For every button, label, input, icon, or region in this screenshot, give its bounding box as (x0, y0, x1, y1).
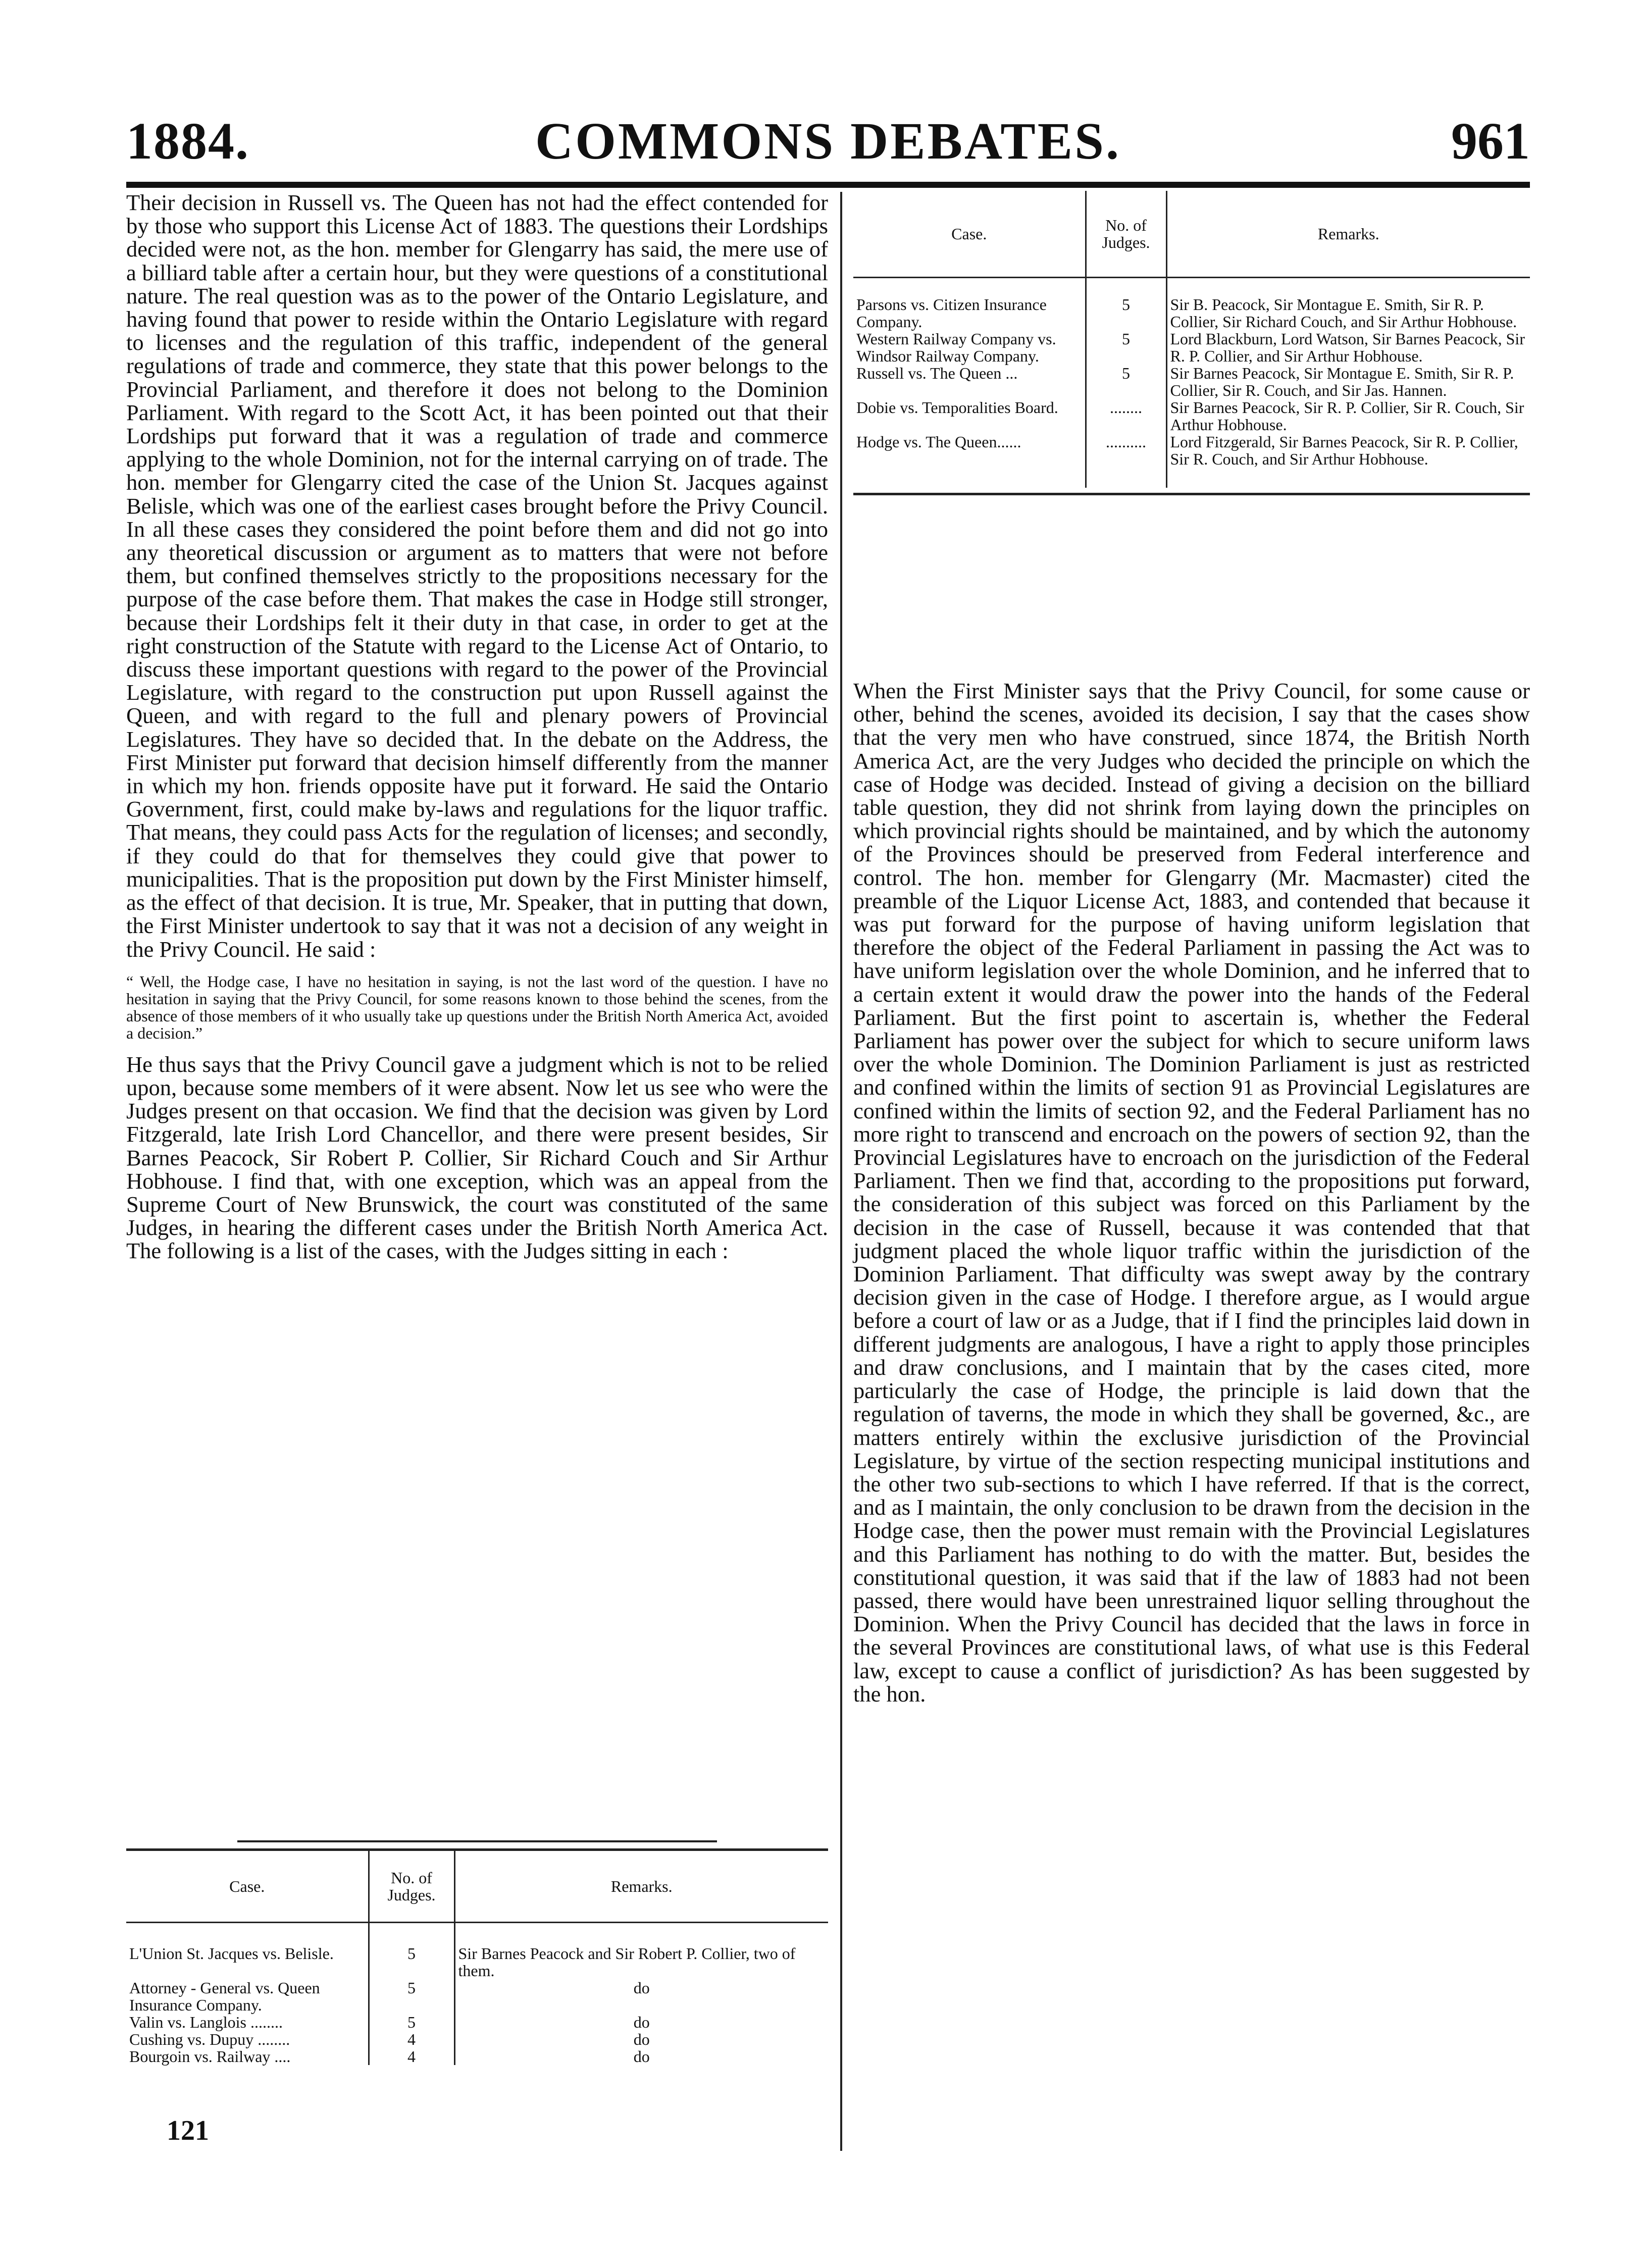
remarks: do (454, 2031, 828, 2048)
table-header-row (853, 191, 1530, 278)
header-rule (126, 182, 1530, 188)
judges-count: 5 (1086, 330, 1166, 365)
table-row (853, 468, 1530, 488)
table-row (126, 1923, 828, 1945)
table-bottom-rule (853, 493, 1530, 495)
table-row (853, 399, 1530, 433)
col-header-remarks: Remarks. (1166, 191, 1530, 278)
page-number: 961 (1451, 112, 1530, 170)
remarks: Sir B. Peacock, Sir Montague E. Smith, Sir R. P. Collier, Sir Richard Couch, and Sir Arthur Hobhouse. (1166, 296, 1530, 330)
table-row (126, 2048, 828, 2065)
case-name: Attorney - General vs. Queen Insurance Company. (129, 1978, 320, 2014)
cases-table-right (853, 191, 1530, 495)
judges-count: ........ (1086, 399, 1166, 433)
remarks: Sir Barnes Peacock, Sir R. P. Collier, Sir R. Couch, Sir Arthur Hobhouse. (1166, 399, 1530, 433)
col-header-judges: No. of Judges. (369, 1851, 454, 1923)
case-name: Russell vs. The Queen ... (856, 364, 1018, 382)
signature-number: 121 (167, 2115, 209, 2146)
remarks: Sir Barnes Peacock and Sir Robert P. Collier, two of them. (454, 1945, 828, 1979)
table-row (853, 433, 1530, 468)
cases-table-left (126, 1825, 828, 2065)
remarks: Lord Fitzgerald, Sir Barnes Peacock, Sir R. P. Collier, Sir R. Couch, and Sir Arthur Hobhouse. (1166, 433, 1530, 468)
judges-count: 5 (369, 1979, 454, 2014)
remarks: do (454, 2048, 828, 2065)
right-column (853, 679, 1530, 1706)
case-name: Cushing vs. Dupuy ........ (129, 2030, 290, 2048)
case-name: L'Union St. Jacques vs. Belisle. (129, 1944, 334, 1963)
case-name: Parsons vs. Citizen Insurance Company. (856, 295, 1047, 331)
table-row (126, 2014, 828, 2031)
block-quote: “ Well, the Hodge case, I have no hesitation in saying, is not the last word of the question. I have no hesitation in saying that the Privy Council, for some reasons known to those behind the scenes, from the absence of those members of it who usually take up questions under the British North America Act, avoided a decision.” (126, 972, 828, 1042)
column-divider (840, 192, 842, 2151)
col-header-judges: No. of Judges. (1086, 191, 1166, 278)
table-row (126, 2031, 828, 2048)
remarks: do (454, 1979, 828, 2014)
judges-count: 5 (1086, 296, 1166, 330)
table-row (853, 330, 1530, 365)
table-row (126, 1979, 828, 2014)
judges-count: 4 (369, 2048, 454, 2065)
header-title: COMMONS DEBATES. (535, 112, 1121, 170)
case-name: Bourgoin vs. Railway .... (129, 2047, 291, 2066)
right-paragraph-1: When the First Minister says that the Privy Council, for some cause or other, behind the scenes, avoided its decision, I say that the cases show that the very men who have construed, since 1874, the British North America Act, are the very Judges who decided the principle on which the case of Hodge was decided. Instead of giving a decision on the billiard table question, they did not shrink from laying down the principles on which provincial rights should be maintained, and by which the autonomy of the Provinces should be preserved from Federal interference and control. The hon. member for Glengarry (Mr. Macmaster) cited the preamble of the Liquor License Act, 1883, and contended that because it was put forward for the purpose of having uniform legislation that therefore the object of the Federal Parliament in passing the Act was to have uniform legislation over the whole Dominion, and he inferred that to a certain extent it would draw the power into the hands of the Federal Parliament. But the first point to ascertain is, whether the Federal Parliament has power over the subject for which to secure uniform laws over the whole Dominion. The Dominion Parliament is just as restricted and confined within the limits of section 91 as Provincial Legislatures are confined within the limits of section 92, and the Federal Parliament has no more right to transcend and encroach on the powers of section 92, than the Provincial Legislatures have to encroach on the jurisdiction of the Federal Parliament. Then we find that, according to the propositions put forward, the consideration of this subject was forced on this Parliament by the decision in the case of Russell, because it was contended that that judgment placed the whole liquor traffic within the jurisdiction of the Dominion Parliament. That difficulty was swept away by the contrary decision given in the case of Hodge. I therefore argue, as I would argue before a court of law or as a Judge, that if I find the principles laid down in different judgments are analogous, I have a right to apply those principles and draw conclusions, and I maintain that by the cases cited, more particularly the case of Hodge, the principle is laid down that the regulation of taverns, the mode in which they shall be governed, &c., are matters entirely within the exclusive jurisdiction of the Provincial Legislature, by virtue of the section respecting municipal institutions and the other two sub-sections to which I have referred. If that is the correct, and as I maintain, the only conclusion to be drawn from the decision in the Hodge case, then the power must remain with the Provincial Legislatures and this Parliament has nothing to do with the matter. But, besides the constitutional question, it was said that if the law of 1883 had not been passed, there would have been unrestrained liquor selling throughout the Dominion. When the Privy Council has decided that the laws in force in the several Provinces are constitutional laws, of what use is this Federal law, except to cause a conflict of jurisdiction? As has been suggested by the hon. (853, 678, 1530, 1707)
judges-count: 5 (369, 1945, 454, 1979)
cases-table-continued (853, 191, 1530, 488)
table-row (853, 278, 1530, 296)
case-name: Hodge vs. The Queen...... (856, 432, 1021, 451)
case-name: Dobie vs. Temporalities Board. (856, 398, 1058, 417)
col-header-case: Case. (951, 225, 987, 243)
judges-count: 4 (369, 2031, 454, 2048)
case-name: Valin vs. Langlois ........ (129, 2013, 283, 2031)
remarks: do (454, 2014, 828, 2031)
table-row (853, 365, 1530, 399)
judges-count: .......... (1086, 433, 1166, 468)
table-row (853, 296, 1530, 330)
col-header-remarks: Remarks. (454, 1851, 828, 1923)
left-paragraph-2: He thus says that the Privy Council gave a judgment which is not to be relied upon, because some members of it were absent. Now let us see who were the Judges present on that occasion. We find that the decision was given by Lord Fitzgerald, late Irish Lord Chancellor, and there were present besides, Sir Barnes Peacock, Sir Robert P. Collier, Sir Richard Couch and Sir Arthur Hobhouse. I find that, with one exception, which was an appeal from the Supreme Court of New Brunswick, the court was constituted of the same Judges, in hearing the different cases under the British North America Act. The following is a list of the cases, with the Judges sitting in each : (126, 1051, 828, 1264)
cases-table (126, 1851, 828, 2065)
remarks: Lord Blackburn, Lord Watson, Sir Barnes Peacock, Sir R. P. Collier, and Sir Arthur Hobhouse. (1166, 330, 1530, 365)
table-separator (237, 1840, 717, 1842)
page-header (126, 111, 1530, 170)
left-column (126, 191, 828, 1263)
table-row (126, 1945, 828, 1979)
judges-count: 5 (369, 2014, 454, 2031)
judges-count: 5 (1086, 365, 1166, 399)
col-header-case: Case. (229, 1877, 265, 1895)
case-name: Western Railway Company vs. Windsor Railway Company. (856, 329, 1056, 365)
table-header-row (126, 1851, 828, 1923)
header-year: 1884. (126, 112, 249, 170)
left-paragraph-1: Their decision in Russell vs. The Queen has not had the effect contended for by those who support this License Act of 1883. The questions their Lordships decided were not, as the hon. member for Glengarry has said, the mere use of a billiard table after a certain hour, but they were questions of a constitutional nature. The real question was as to the power of the Ontario Legislature, and having found that power to reside within the Ontario Legislature with regard to licenses and the regulation of this traffic, independent of the general regulations of trade and commerce, they state that this power belongs to the Provincial Parliament, and therefore it does not belong to the Dominion Parliament. With regard to the Scott Act, it has been pointed out that their Lordships put forward that it was a regulation of trade and commerce applying to the whole Dominion, not for the internal carrying on of trade. The hon. member for Glengarry cited the case of the Union St. Jacques against Belisle, which was one of the earliest cases brought before the Privy Council. In all these cases they considered the point before them and did not go into any theoretical discussion or argument as to matters that were not before them, but confined themselves strictly to the propositions necessary for the purpose of the case before them. That makes the case in Hodge still stronger, because their Lordships felt it their duty in that case, in order to get at the right construction of the Statute with regard to the License Act of Ontario, to discuss these important questions with regard to the power of the Provincial Legislature, with regard to the construction put upon Russell against the Queen, and with regard to the full and plenary powers of Provincial Legislatures. They have so decided that. In the debate on the Address, the First Minister put forward that decision himself differently from the manner in which my hon. friends opposite have put it forward. He said the Ontario Government, first, could make by-laws and regulations for the liquor traffic. That means, they could pass Acts for the regulation of licenses; and secondly, if they could do that for themselves they could give that power to municipalities. That is the proposition put down by the First Minister himself, as the effect of that decision. It is true, Mr. Speaker, that in putting that down, the First Minister undertook to say that it was not a decision of any weight in the Privy Council. He said : (126, 190, 828, 962)
remarks: Sir Barnes Peacock, Sir Montague E. Smith, Sir R. P. Collier, Sir R. Couch, and Sir Jas. Hannen. (1166, 365, 1530, 399)
